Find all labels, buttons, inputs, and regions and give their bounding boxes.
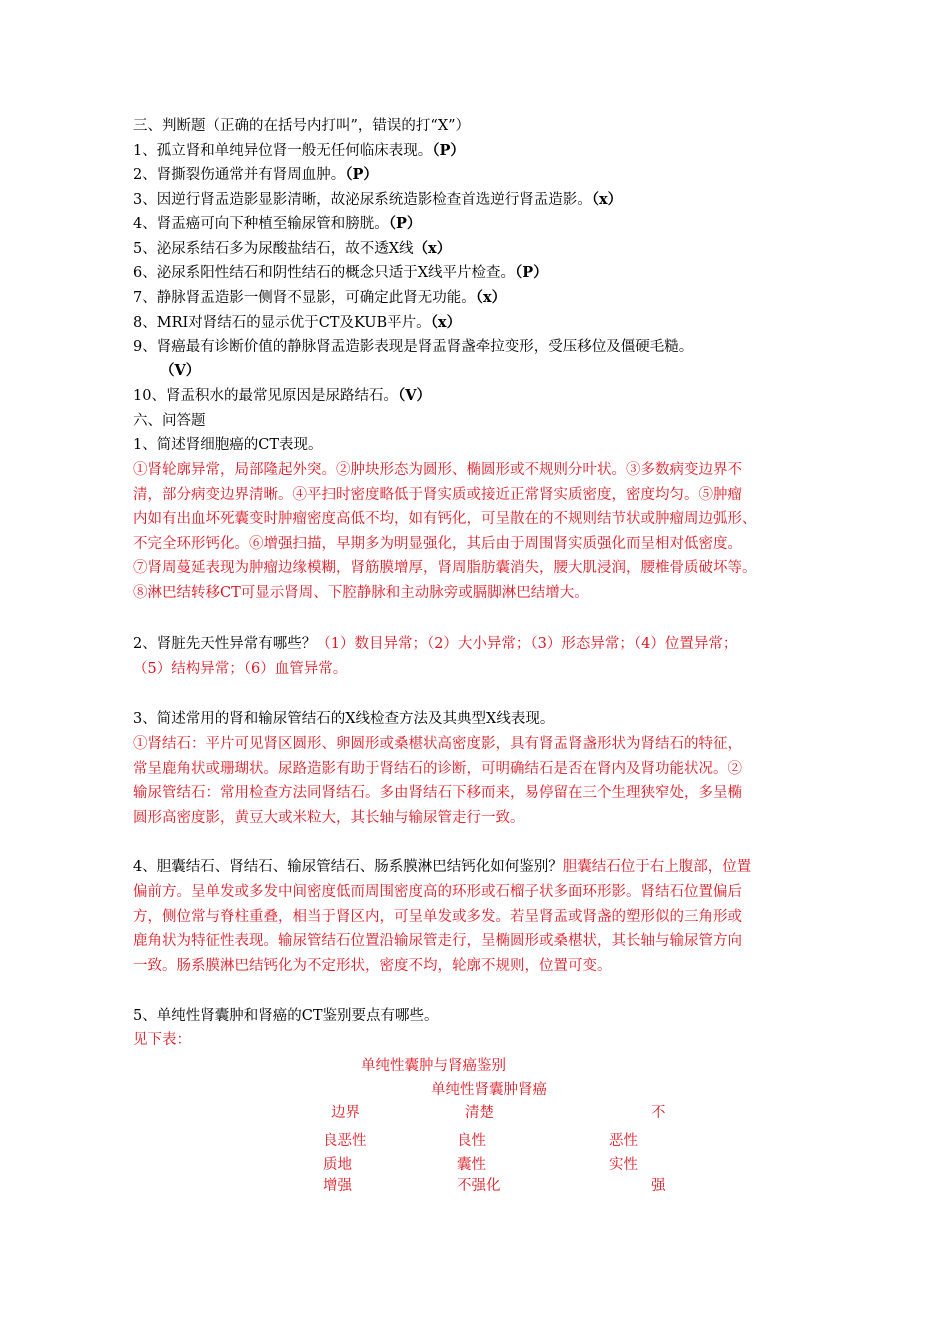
table-cell: 不强化 xyxy=(457,1178,501,1194)
answer-1-line: ①肾轮廓异常，局部隆起外突。②肿块形态为圆形、椭圆形或不规则分叶状。③多数病变边界不 xyxy=(133,462,742,478)
answer-3-line: 圆形高密度影，黄豆大或米粒大，其长轴与输尿管走行一致。 xyxy=(133,809,525,826)
judge-item-answer: （P） xyxy=(345,166,378,183)
judge-item-3 xyxy=(133,188,863,213)
judge-item-answer: （P） xyxy=(515,264,548,281)
answer-3-line: 常呈鹿角状或珊瑚状。尿路造影有助于肾结石的诊断，可明确结石是否在肾内及肾功能状况。② xyxy=(133,760,742,777)
qa-heading: 六、问答题 xyxy=(133,413,206,429)
table-cell: 囊性 xyxy=(457,1157,486,1173)
judge-item-2 xyxy=(133,163,863,188)
answer-4-line: 方，侧位常与脊柱重叠，相当于肾区内，可呈单发或多发。若呈肾盂或肾盏的塑形似的三角形或 xyxy=(133,908,742,925)
judge-item-text: 7、静脉肾盂造影一侧肾不显影，可确定此肾无功能。 xyxy=(133,290,476,306)
answer-4 xyxy=(133,880,858,978)
table-row-label: 增强 xyxy=(323,1178,352,1194)
judge-item-text: 5、泌尿系结石多为尿酸盐结石，故不透X线 xyxy=(133,241,414,257)
answer-1-line: 不完全环形钙化。⑥增强扫描，早期多为明显强化，其后由于周围肾实质强化而呈相对低密度。 xyxy=(133,535,742,552)
judge-item-1 xyxy=(133,139,863,164)
judge-item-answer: （x） xyxy=(591,191,623,208)
answer-2-first: （1）数目异常；（2）大小异常；（3）形态异常；（4）位置异常； xyxy=(316,636,738,652)
table-cell: 实性 xyxy=(609,1157,638,1173)
question-2-text: 2、肾脏先天性异常有哪些？ xyxy=(133,636,317,652)
judge-item-text: 4、肾盂癌可向下种植至输尿管和膀胱。 xyxy=(133,216,389,232)
judge-item-4 xyxy=(133,212,863,237)
judge-item-text: 3、因逆行肾盂造影显影清晰，故泌尿系统造影检查首选逆行肾盂造影。 xyxy=(133,192,592,208)
table-row-label: 质地 xyxy=(323,1157,352,1173)
answer-4-line: 偏前方。呈单发或多发中间密度低而周围密度高的环形或石榴子状多面环形影。肾结石位置偏后 xyxy=(133,884,742,900)
table-title: 单纯性囊肿与肾癌鉴别 xyxy=(361,1058,506,1074)
answer-1 xyxy=(133,458,858,605)
judge-item-8 xyxy=(133,311,863,336)
table-cell: 恶性 xyxy=(609,1133,638,1149)
judge-item-6 xyxy=(133,261,863,286)
answer-2-second: （5）结构异常；（6）血管异常。 xyxy=(133,661,348,677)
question-1: 1、简述肾细胞癌的CT表现。 xyxy=(133,437,323,453)
judge-item-text: 10、肾盂积水的最常见原因是尿路结石。 xyxy=(133,388,398,404)
table-header: 单纯性肾囊肿肾癌 xyxy=(431,1082,547,1098)
judge-item-text: 6、泌尿系阳性结石和阴性结石的概念只适于X线平片检查。 xyxy=(133,265,516,281)
judge-item-text: 1、孤立肾和单纯异位肾一般无任何临床表现。 xyxy=(133,143,433,159)
table-row-label: 良恶性 xyxy=(323,1133,367,1149)
question-4-text: 4、胆囊结石、肾结石、输尿管结石、肠系膜淋巴结钙化如何鉴别？ xyxy=(133,859,563,875)
table-cell: 清楚 xyxy=(465,1105,494,1121)
judge-item-answer: （x） xyxy=(475,289,507,306)
judge-heading: 三、判断题（正确的在括号内打叫”，错误的打“X”） xyxy=(133,118,471,134)
answer-4-first: 胆囊结石位于右上腹部，位置 xyxy=(562,859,752,875)
question-4 xyxy=(133,855,863,880)
answer-1-line: 内如有出血坏死囊变时肿瘤密度高低不均，如有钙化，可呈散在的不规则结节状或肿瘤周边弧形、 xyxy=(133,511,757,527)
answer-3 xyxy=(133,732,858,830)
judge-item-text: 2、肾撕裂伤通常并有肾周血肿。 xyxy=(133,167,346,183)
judge-item-answer: （x） xyxy=(430,314,462,331)
judge-item-text: 9、肾癌最有诊断价值的静脉肾盂造影表现是肾盂肾盏牵拉变形，受压移位及僵硬毛糙。 xyxy=(133,339,694,355)
table-row-label: 边界 xyxy=(331,1105,360,1121)
table-cell: 强 xyxy=(651,1178,666,1194)
judge-item-9 xyxy=(133,335,863,360)
answer-1-line: 清，部分病变边界清晰。④平扫时密度略低于肾实质或接近正常肾实质密度，密度均匀。⑤肿瘤 xyxy=(133,486,742,503)
answer-4-line: 一致。肠系膜淋巴结钙化为不定形状，密度不均，轮廓不规则，位置可变。 xyxy=(133,957,612,974)
question-2 xyxy=(133,632,863,657)
judge-item-answer: （x） xyxy=(413,240,452,257)
judge-item-5 xyxy=(133,237,863,262)
answer-1-line: ⑧淋巴结转移CT可显示肾周、下腔静脉和主动脉旁或膈脚淋巴结增大。 xyxy=(133,584,589,601)
judge-item-9-answer xyxy=(160,359,890,384)
judge-item-answer: （P） xyxy=(388,215,422,232)
answer-3-line: ①肾结石：平片可见肾区圆形、卵圆形或桑椹状高密度影，具有肾盂肾盏形状为肾结石的特征， xyxy=(133,736,742,752)
answer-1-line: ⑦肾周蔓延表现为肿瘤边缘模糊，肾筋膜增厚，肾周脂肪囊消失，腰大肌浸润，腰椎骨质破坏等。 xyxy=(133,560,757,576)
judge-item-answer: （V） xyxy=(160,362,201,379)
judge-item-text: 8、MRI对肾结石的显示优于CT及KUB平片。 xyxy=(133,315,431,331)
table-cell: 不 xyxy=(651,1105,666,1121)
judge-item-answer: （P） xyxy=(432,142,465,159)
table-cell: 良性 xyxy=(457,1133,486,1149)
judge-item-10 xyxy=(133,384,863,409)
question-3: 3、简述常用的肾和输尿管结石的X线检查方法及其典型X线表现。 xyxy=(133,711,555,727)
answer-5: 见下表： xyxy=(133,1032,191,1048)
answer-4-line: 鹿角状为特征性表现。输尿管结石位置沿输尿管走行，呈椭圆形或桑椹状，其长轴与输尿管方向 xyxy=(133,933,742,949)
answer-3-line: 输尿管结石：常用检查方法同肾结石。多由肾结石下移而来，易停留在三个生理狭窄处，多呈椭 xyxy=(133,785,742,801)
question-5: 5、单纯性肾囊肿和肾癌的CT鉴别要点有哪些。 xyxy=(133,1008,439,1024)
judge-item-7 xyxy=(133,286,863,311)
judge-item-answer: （V） xyxy=(397,387,431,404)
